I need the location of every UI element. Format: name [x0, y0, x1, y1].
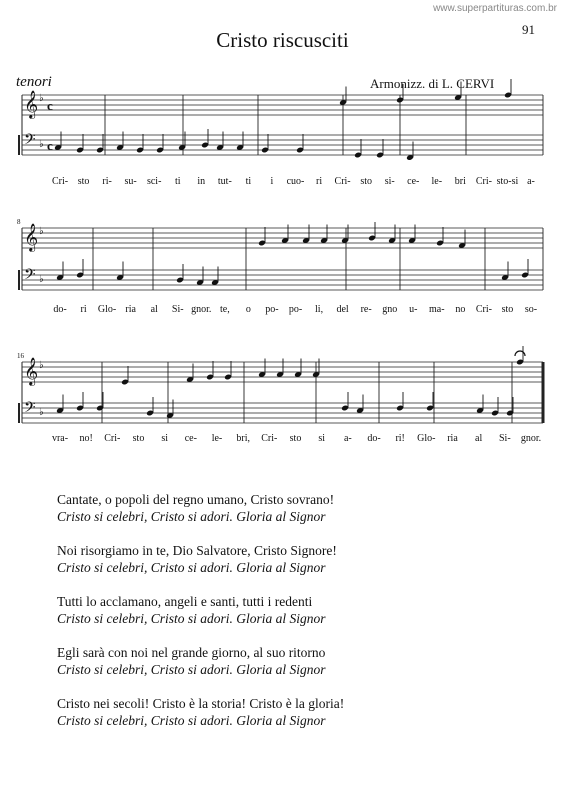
lyric-syllable: so- — [524, 304, 538, 315]
lyric-syllable: po- — [265, 304, 279, 315]
lyric-syllable: a- — [343, 433, 352, 444]
lyric-syllable: Si- — [498, 433, 511, 444]
flat-key-icon: ♭ — [39, 93, 44, 104]
ensemble-label: tenori — [16, 74, 52, 90]
common-time-icon: c — [47, 138, 53, 153]
bass-clef-icon: 𝄢 — [24, 399, 36, 420]
lyric-syllable: sto — [77, 176, 90, 187]
verse-5 — [57, 695, 537, 729]
verse-refrain: Cristo si celebri, Cristo si adori. Gloria al Signor — [57, 509, 326, 524]
lyric-syllable: do- — [367, 433, 381, 444]
lyric-syllable: sto — [360, 176, 372, 187]
bass-clef-icon: 𝄢 — [24, 131, 36, 152]
lyric-syllable: sto — [501, 304, 514, 315]
flat-key-icon: ♭ — [39, 407, 44, 418]
lyric-syllable: i — [270, 176, 274, 187]
lyric-syllable: do- — [53, 304, 67, 315]
verse-refrain: Cristo si celebri, Cristo si adori. Gloria al Signor — [57, 611, 326, 626]
lyric-syllable: a- — [527, 176, 535, 187]
lyric-syllable: ce- — [407, 176, 420, 187]
lyric-syllable: al — [150, 304, 158, 315]
flat-key-icon: ♭ — [39, 139, 44, 150]
lyric-syllable: vra- — [51, 433, 69, 444]
treble-clef-icon: 𝄞 — [24, 357, 39, 385]
lyric-syllable: si — [161, 433, 169, 444]
lyric-syllable: Glo- — [417, 433, 436, 444]
verse-3 — [57, 593, 537, 627]
lyric-syllable: Cri- — [261, 433, 278, 444]
verse-1 — [57, 491, 537, 525]
song-title: Cristo riscusciti — [216, 28, 349, 52]
flat-key-icon: ♭ — [39, 226, 44, 237]
lyric-syllable: ri — [80, 304, 87, 315]
lyric-syllable: no — [455, 304, 466, 315]
lyric-syllable: ti — [174, 176, 181, 187]
lyric-syllable: ria — [447, 433, 458, 444]
treble-clef-icon: 𝄞 — [24, 90, 39, 118]
lyric-syllable: Cri- — [475, 176, 492, 187]
verse-refrain: Cristo si celebri, Cristo si adori. Gloria al Signor — [57, 713, 326, 728]
treble-clef-icon: 𝄞 — [24, 223, 39, 251]
lyric-syllable: gno — [382, 304, 398, 315]
lyric-syllable: si — [318, 433, 326, 444]
lyric-syllable: al — [475, 433, 483, 444]
lyric-syllable: su- — [124, 176, 137, 187]
lyric-syllable: u- — [409, 304, 418, 315]
lyric-syllable: si- — [384, 176, 395, 187]
page-number: 91 — [522, 22, 535, 37]
lyric-syllable: Cri- — [334, 176, 351, 187]
lyric-syllable: Cri- — [51, 176, 69, 187]
lyric-syllable: o — [245, 304, 251, 315]
lyric-syllable: no! — [79, 433, 93, 444]
lyric-syllable: Cri- — [104, 433, 121, 444]
common-time-icon: c — [47, 98, 53, 113]
verse-2 — [57, 542, 537, 576]
lyric-syllable: gnor. — [191, 304, 212, 315]
lyric-syllable: cuo- — [286, 176, 305, 187]
lyric-syllable: sto-si — [496, 176, 519, 187]
lyric-syllable: bri, — [236, 433, 250, 444]
lyric-syllable: Si- — [171, 304, 184, 315]
lyric-syllable: ri — [315, 176, 323, 187]
lyric-syllable: te, — [219, 304, 230, 315]
verse-refrain: Cristo si celebri, Cristo si adori. Gloria al Signor — [57, 560, 326, 575]
lyric-syllable: le- — [211, 433, 223, 444]
lyric-syllable: gnor. — [520, 433, 542, 444]
bass-clef-icon: 𝄢 — [24, 266, 36, 287]
verse-line: Egli sarà con noi nel grande giorno, al suo ritorno — [57, 645, 326, 660]
lyric-syllable: le- — [431, 176, 443, 187]
lyric-syllable: ri! — [395, 433, 405, 444]
verse-line: Cantate, o popoli del regno umano, Cristo sovrano! — [57, 492, 335, 507]
flat-key-icon: ♭ — [39, 360, 44, 371]
verse-line: Tutti lo acclamano, angeli e santi, tutti i redenti — [57, 594, 313, 609]
verse-refrain: Cristo si celebri, Cristo si adori. Gloria al Signor — [57, 662, 326, 677]
lyric-syllable: re- — [360, 304, 372, 315]
lyric-syllable: in — [197, 176, 206, 187]
flat-key-icon: ♭ — [39, 274, 44, 285]
lyric-syllable: ria — [125, 304, 136, 315]
lyric-syllable: ce- — [184, 433, 197, 444]
site-watermark: www.superpartituras.com.br — [433, 3, 557, 14]
verse-line: Cristo nei secoli! Cristo è la storia! Cristo è la gloria! — [57, 696, 345, 711]
lyric-syllable: Cri- — [475, 304, 492, 315]
measure-number: 8 — [17, 218, 21, 226]
lyric-syllable: sto — [289, 433, 302, 444]
lyric-syllable: ti — [245, 176, 252, 187]
fermata-icon — [515, 351, 525, 356]
lyric-syllable: bri — [454, 176, 466, 187]
lyric-syllable: del — [336, 304, 349, 315]
arranger-credit: Armonizz. di L. CERVI — [370, 76, 495, 91]
lyric-syllable: sci- — [146, 176, 162, 187]
lyric-syllable: po- — [288, 304, 303, 315]
verse-4 — [57, 644, 537, 678]
lyric-syllable: tut- — [217, 176, 232, 187]
measure-number: 16 — [17, 352, 24, 360]
lyric-syllable: sto — [132, 433, 145, 444]
verse-list — [57, 491, 537, 746]
lyric-syllable: Glo- — [97, 304, 117, 315]
lyric-syllable: ma- — [429, 304, 445, 315]
lyric-syllable: ri- — [102, 176, 112, 187]
lyric-syllable: li, — [315, 304, 324, 315]
verse-line: Noi risorgiamo in te, Dio Salvatore, Cristo Signore! — [57, 543, 337, 558]
